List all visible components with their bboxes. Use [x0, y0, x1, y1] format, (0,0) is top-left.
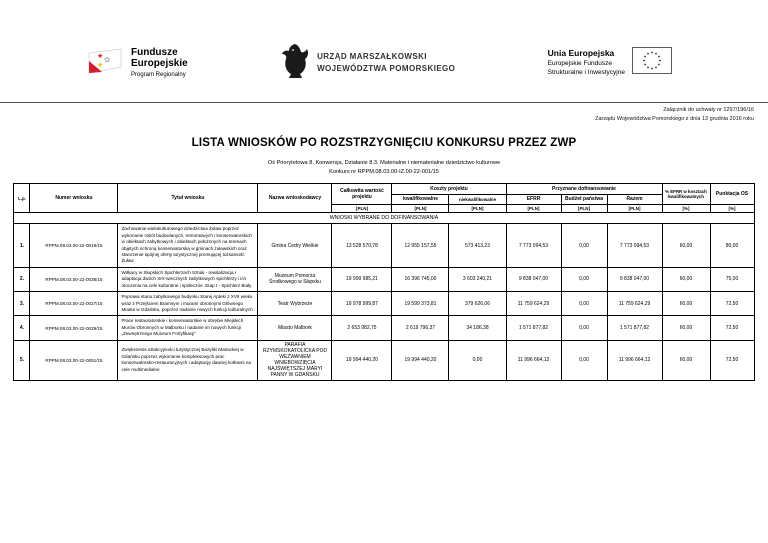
- cell-niekwalifikowalne: 34 186,38: [449, 316, 506, 340]
- svg-text:★: ★: [97, 52, 104, 60]
- cell-numer: RPPM.08.03.00-22-0029/15: [30, 316, 118, 340]
- cell-tytul: Zwiększenie atrakcyjności turystycznej Bazyliki Mariackiej w Gdańsku poprzez wykonanie kompleksowych prac konserwatorsko-restauracyjnych i adaptację dawnej kotłowni na cele multimedialne: [118, 340, 258, 380]
- unia-europejska-logo: [548, 47, 672, 79]
- header-kwalifikowalne: kwalifikowalne: [392, 194, 449, 205]
- cell-punktacja: 80,00: [710, 224, 754, 268]
- cell-razem: 11 996 664,12: [607, 340, 662, 380]
- cell-punktacja: 72,50: [710, 340, 754, 380]
- eu-flag-icon: [632, 47, 672, 79]
- header-calkowita: Całkowita wartość projektu: [332, 184, 392, 205]
- cell-calkowita: 19 978 999,87: [332, 292, 392, 316]
- table-row: [14, 292, 754, 316]
- cell-lp: 4.: [14, 316, 30, 340]
- um-logo-text: [317, 51, 455, 76]
- unit-pln: [PLN]: [506, 205, 561, 213]
- cell-razem: 7 773 094,53: [607, 224, 662, 268]
- section-row: [14, 213, 754, 224]
- cell-lp: 3.: [14, 292, 30, 316]
- cell-wnioskodawca: Gmina Cedry Wielkie: [258, 224, 332, 268]
- um-line2: WOJEWÓDZTWA POMORSKIEGO: [317, 64, 456, 73]
- fundusze-europejskie-logo: [86, 47, 188, 80]
- ue-logo-text: [548, 48, 625, 78]
- cell-wnioskodawca: PARAFIA RZYMSKOKATOLICKA POD WEZWANIEM WNIEBOWZIĘCIA NAJŚWIĘTSZEJ MARYI PANNY W GDAŃSKU: [258, 340, 332, 380]
- attachment-line1: Załącznik do uchwały nr 1297/196/16: [663, 107, 754, 113]
- cell-punktacja: 72,50: [710, 316, 754, 340]
- cell-razem: 11 759 624,29: [607, 292, 662, 316]
- subtitle: [0, 159, 768, 177]
- svg-text:★: ★: [97, 61, 104, 69]
- cell-wnioskodawca: Miasto Malbork: [258, 316, 332, 340]
- header-razem: Razem: [607, 194, 662, 205]
- table-row: [14, 340, 754, 380]
- cell-numer: RPPM.08.03.00-22-0027/15: [30, 292, 118, 316]
- svg-text:★: ★: [104, 56, 111, 64]
- cell-kwalifikowalne: 16 396 745,00: [392, 267, 449, 291]
- cell-calkowita: 13 528 570,78: [332, 224, 392, 268]
- unit-pln: [PLN]: [449, 205, 506, 213]
- cell-calkowita: 19 999 985,21: [332, 267, 392, 291]
- cell-razem: 9 838 047,00: [607, 267, 662, 291]
- um-line1: URZĄD MARSZAŁKOWSKI: [317, 51, 427, 61]
- fe-logo-text: [131, 48, 188, 78]
- cell-efrr: 11 759 624,29: [506, 292, 561, 316]
- cell-wnioskodawca: Muzeum Pomorza Środkowego w Słupsku: [258, 267, 332, 291]
- section-label: WNIOSKI WYBRANE DO DOFINANSOWANIA: [14, 213, 754, 224]
- header-lp: L.p.: [14, 184, 30, 213]
- subtitle-line2: Konkurs nr RPPM.08.03.00-IZ.00-22-001/15: [329, 168, 439, 175]
- cell-punktacja: 72,50: [710, 292, 754, 316]
- cell-efrr: 7 773 094,53: [506, 224, 561, 268]
- unit-pct: [%]: [662, 205, 710, 213]
- cell-tytul: Witkacy w Słupskich Spichlerzach Sztuki - rewitalizacja i adaptacja dwóch XIX-wiecznych zabytkowych spichlerzy i ich otoczenia na cele kulturalne i społeczne. Etap I - Spichlerz Biały: [118, 267, 258, 291]
- attachment-line2: Zarządu Województwa Pomorskiego z dnia 13 grudnia 2016 roku: [595, 115, 754, 122]
- cell-budzet: 0,00: [561, 267, 607, 291]
- cell-kwalifikowalne: 2 619 796,37: [392, 316, 449, 340]
- header-nazwa: Nazwa wnioskodawcy: [258, 184, 332, 213]
- urzad-marszalkowski-logo: [280, 42, 455, 85]
- cell-wnioskodawca: Teatr Wybrzeże: [258, 292, 332, 316]
- cell-budzet: 0,00: [561, 292, 607, 316]
- header-budzet: Budżet państwa: [561, 194, 607, 205]
- cell-niekwalifikowalne: 0,00: [449, 340, 506, 380]
- header-dofinansowanie: Przyznane dofinansowanie: [506, 184, 662, 195]
- cell-niekwalifikowalne: 573 413,23: [449, 224, 506, 268]
- cell-tytul: Prace restauratorskie i konserwatorskie w obrębie Miejskich Murów Obronnych w Malborku i nadanie im nowych funkcji „Zewnętrznego Muzeum Fortyfikacji”: [118, 316, 258, 340]
- cell-niekwalifikowalne: 3 603 240,21: [449, 267, 506, 291]
- fe-line3: Program Regionalny: [131, 71, 186, 78]
- cell-efrr: 9 838 047,00: [506, 267, 561, 291]
- unit-pln: [PLN]: [392, 205, 449, 213]
- fe-line1: Fundusze: [131, 47, 178, 59]
- table-body: [14, 213, 754, 380]
- cell-kwalifikowalne: 12 955 157,55: [392, 224, 449, 268]
- cell-numer: RPPM.08.03.00-22-0018/15: [30, 224, 118, 268]
- griffin-emblem-icon: [280, 42, 310, 85]
- cell-tytul: Poprawa stanu zabytkowego budynku Starej Apteki z XVII wieku wraz z Przejściem Bramnym i murami obronnymi Głównego Miasta w Gdańsku, poprzez nadanie nowych funkcji kulturalnych: [118, 292, 258, 316]
- table-row: [14, 316, 754, 340]
- cell-numer: RPPM.08.03.00-22-0038/15: [30, 267, 118, 291]
- ue-line2: Europejskie Fundusze: [547, 60, 612, 68]
- subtitle-line1: Oś Priorytetowa 8. Konwersja, Działanie 8.3. Materialne i niematerialne dziedzictwo kulturowe: [267, 159, 501, 166]
- header-punktacja: Punktacja OS: [710, 184, 754, 205]
- cell-niekwalifikowalne: 379 626,06: [449, 292, 506, 316]
- table-head: [14, 184, 754, 213]
- table-row: [14, 224, 754, 268]
- cell-calkowita: 19 994 440,20: [332, 340, 392, 380]
- cell-efrr_pct: 60,00: [662, 316, 710, 340]
- cell-efrr_pct: 60,00: [662, 224, 710, 268]
- unit-pln: [PLN]: [561, 205, 607, 213]
- header-niekwalifikowalne: niekwalifikowalne: [449, 194, 506, 205]
- unit-pln: [PLN]: [607, 205, 662, 213]
- cell-efrr_pct: 60,00: [662, 267, 710, 291]
- unit-pct: [%]: [710, 205, 754, 213]
- fe-flag-icon: [86, 47, 124, 80]
- page-title: LISTA WNIOSKÓW PO ROZSTRZYGNIĘCIU KONKURSU PRZEZ ZWP: [191, 136, 577, 149]
- header-numer: Numer wniosku: [30, 184, 118, 213]
- ue-line1: Unia Europejska: [547, 48, 615, 59]
- cell-tytul: Zachowanie wielokulturowego dziedzictwa Żuław poprzez wykonanie robót budowlanych, remontowych i konserwatorskich w obiektach zabytkowych i obiektach położonych na terenach objętych ochroną konserwatorską w gminach żuławskich oraz stworzenie spójnej oferty turystycznej promującej tożsamość Żuław: [118, 224, 258, 268]
- cell-calkowita: 2 653 982,75: [332, 316, 392, 340]
- cell-kwalifikowalne: 19 994 440,20: [392, 340, 449, 380]
- cell-efrr: 11 996 664,12: [506, 340, 561, 380]
- logos-header: [0, 0, 768, 102]
- cell-lp: 1.: [14, 224, 30, 268]
- cell-budzet: 0,00: [561, 316, 607, 340]
- header-tytul: Tytuł wniosku: [118, 184, 258, 213]
- ue-line3: Strukturalne i Inwestycyjne: [547, 69, 625, 76]
- cell-budzet: 0,00: [561, 340, 607, 380]
- cell-efrr_pct: 60,00: [662, 340, 710, 380]
- header-efrr-pct: % EFRR w kosztach kwalifikowalnych: [662, 184, 710, 205]
- header-efrr: EFRR: [506, 194, 561, 205]
- attachment-note: [0, 103, 768, 124]
- cell-razem: 1 571 877,82: [607, 316, 662, 340]
- applications-table: [13, 183, 754, 380]
- cell-efrr: 1 571 877,82: [506, 316, 561, 340]
- cell-kwalifikowalne: 19 599 373,81: [392, 292, 449, 316]
- cell-budzet: 0,00: [561, 224, 607, 268]
- table-row: [14, 267, 754, 291]
- cell-lp: 2.: [14, 267, 30, 291]
- fe-line2: Europejskie: [131, 58, 188, 69]
- cell-numer: RPPM.08.03.00-22-0051/15: [30, 340, 118, 380]
- unit-pln: [PLN]: [332, 205, 392, 213]
- cell-efrr_pct: 60,00: [662, 292, 710, 316]
- cell-lp: 5.: [14, 340, 30, 380]
- cell-punktacja: 75,00: [710, 267, 754, 291]
- header-koszty: Koszty projektu: [392, 184, 506, 195]
